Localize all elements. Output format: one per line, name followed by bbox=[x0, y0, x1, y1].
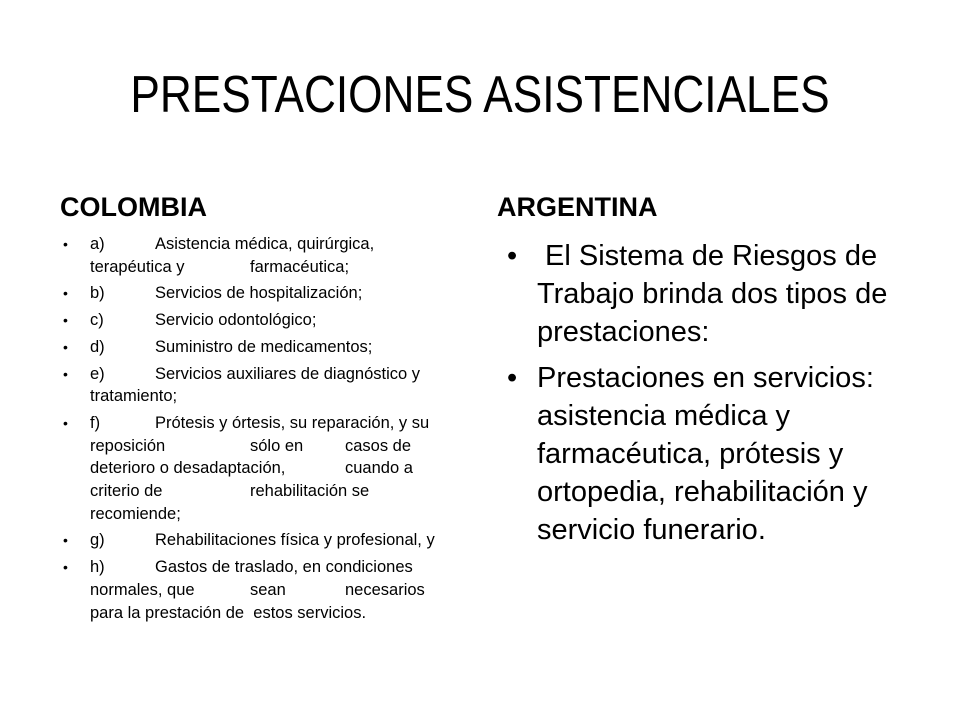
item-line: g) Rehabilitaciones física y profesional, y bbox=[90, 531, 435, 550]
item-line: prestaciones: bbox=[537, 316, 710, 348]
item-line: tratamiento; bbox=[90, 387, 178, 406]
bullet-icon bbox=[63, 282, 68, 305]
bullet-icon bbox=[63, 233, 68, 256]
item-line: Trabajo brinda dos tipos de bbox=[537, 278, 888, 310]
item-line: ortopedia, rehabilitación y bbox=[537, 476, 868, 508]
bullet-icon bbox=[507, 237, 517, 275]
list-item bbox=[60, 233, 460, 278]
item-line: d) Suministro de medicamentos; bbox=[90, 337, 373, 356]
bullet-icon bbox=[63, 363, 68, 386]
list-item bbox=[60, 556, 460, 624]
item-line: reposición sólo en casos de bbox=[90, 436, 412, 455]
item-line: farmacéutica, prótesis y bbox=[537, 438, 844, 470]
argentina-heading: ARGENTINA bbox=[497, 192, 658, 222]
item-line: f) Prótesis y órtesis, su reparación, y su bbox=[90, 413, 430, 432]
list-item bbox=[60, 282, 460, 305]
bullet-icon bbox=[63, 336, 68, 359]
list-item bbox=[60, 309, 460, 332]
item-line: para la prestación de estos servicios. bbox=[90, 603, 367, 622]
item-line: terapéutica y farmacéutica; bbox=[90, 257, 350, 276]
item-line: servicio funerario. bbox=[537, 514, 766, 546]
list-item bbox=[60, 336, 460, 359]
item-line: criterio de rehabilitación se bbox=[90, 482, 370, 501]
colombia-heading: COLOMBIA bbox=[60, 192, 207, 222]
bullet-icon bbox=[63, 412, 68, 435]
list-item bbox=[537, 237, 917, 351]
item-line: h) Gastos de traslado, en condiciones bbox=[90, 558, 413, 577]
item-line: recomiende; bbox=[90, 504, 181, 523]
argentina-list bbox=[537, 237, 917, 557]
list-item bbox=[537, 359, 917, 549]
item-line: deterioro o desadaptación, cuando a bbox=[90, 459, 413, 478]
item-line: Prestaciones en servicios: bbox=[537, 362, 874, 394]
bullet-icon bbox=[63, 309, 68, 332]
list-item bbox=[60, 412, 460, 526]
list-item bbox=[60, 529, 460, 552]
slide-title: PRESTACIONES ASISTENCIALES bbox=[130, 66, 830, 124]
bullet-icon bbox=[63, 529, 68, 552]
list-item bbox=[60, 363, 460, 408]
item-line: asistencia médica y bbox=[537, 400, 791, 432]
item-line: e) Servicios auxiliares de diagnóstico y bbox=[90, 364, 421, 383]
item-line: c) Servicio odontológico; bbox=[90, 311, 317, 330]
item-line: El Sistema de Riesgos de bbox=[537, 240, 878, 272]
item-line: b) Servicios de hospitalización; bbox=[90, 284, 363, 303]
item-line: normales, que sean necesarios bbox=[90, 580, 425, 599]
colombia-list bbox=[60, 233, 460, 628]
bullet-icon bbox=[63, 556, 68, 579]
item-line: a) Asistencia médica, quirúrgica, bbox=[90, 235, 375, 253]
bullet-icon bbox=[507, 359, 517, 397]
